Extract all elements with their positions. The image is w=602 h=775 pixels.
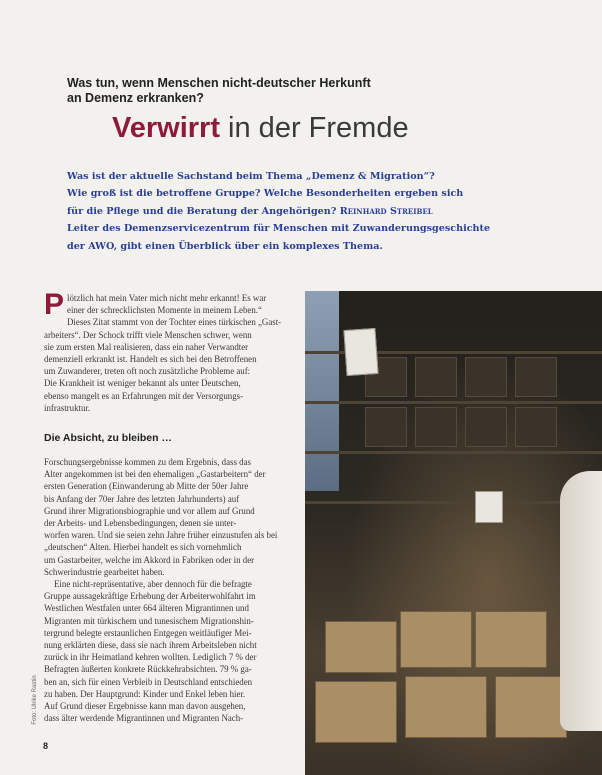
text-line: Gruppe aussagekräftige Erhebung der Arbeiterwohlfahrt im — [44, 591, 256, 602]
text-line: sie zum ersten Mal realisieren, dass ein naher Verwandter — [44, 341, 249, 352]
text-line: ben an, sich für einen Verbleib in Deutschland entschieden — [44, 676, 253, 687]
text-line: arbeiters“. Der Schock trifft viele Menschen schwer, wenn — [44, 329, 252, 340]
photo-window — [305, 291, 339, 491]
text-line: lötzlich hat mein Vater mich nicht mehr erkannt! Es war — [67, 293, 267, 303]
text-line: Auf Grund dieser Ergebnisse kann man davon ausgehen, — [44, 701, 246, 712]
photo-tray — [325, 621, 397, 673]
article-headline — [112, 110, 409, 146]
body-text — [44, 456, 294, 724]
photo-shelf-slot — [365, 407, 407, 447]
text-line: Die Krankheit ist weniger bekannt als unter Deutschen, — [44, 378, 241, 389]
lead-line-text: für die Pflege und die Beratung der Angehörigen? — [67, 205, 337, 217]
article-lead — [67, 168, 551, 255]
article-photo — [305, 291, 602, 775]
text-line: dass älter werdende Migrantinnen und Migranten Nach- — [44, 713, 244, 724]
photo-tray — [475, 611, 547, 668]
intro-paragraph — [44, 288, 294, 414]
photo-sign — [343, 328, 378, 376]
text-line: Dieses Zitat stammt von der Tochter eines türkischen „Gast- — [67, 317, 282, 328]
photo-credit — [30, 665, 40, 735]
photo-shelf-slot — [415, 407, 457, 447]
text-line: einer der schrecklichsten Momente in meinem Leben.“ — [67, 305, 262, 316]
author-name: Reinhard Streibel — [339, 205, 433, 217]
text-line: um Gastarbeiter, welche im Akkord in Fabriken oder in der — [44, 554, 255, 565]
photo-tray — [315, 681, 397, 743]
lead-line: Leiter des Demenzservicezentrum für Menschen mit Zuwanderungsgeschichte — [67, 223, 491, 235]
lead-line — [67, 203, 551, 220]
photo-shelf — [305, 451, 602, 454]
article-kicker — [67, 76, 427, 106]
text-line: tergrund belegte erstaunlichen Entgegen weitläufiger Mei- — [44, 627, 252, 638]
kicker-line-1: Was tun, wenn Menschen nicht-deutscher Herkunft — [67, 76, 371, 90]
photo-tray — [495, 676, 567, 738]
headline-rest: in der Fremde — [220, 112, 409, 144]
photo-shelf-slot — [465, 357, 507, 397]
text-line: Westlichen Westfalen unter 664 älteren Migrantinnen und — [44, 603, 249, 614]
text-line: „deutschen“ Alten. Hierbei handelt es sich vornehmlich — [44, 542, 242, 553]
text-line: Grund ihrer Migrationsbiographie und vor allem auf Grund — [44, 505, 255, 516]
text-line: demenziell erkrankt ist. Handelt es sich bei den Betroffenen — [44, 354, 257, 365]
photo-shelf — [305, 501, 602, 504]
text-line: der Arbeits- und Lebensbedingungen, denen sie unter- — [44, 518, 237, 529]
drop-cap: P — [44, 288, 65, 321]
lead-line: der AWO, gibt einen Überblick über ein komplexes Thema. — [67, 240, 383, 252]
text-line: infrastruktur. — [44, 402, 91, 413]
photo-credit-text: Foto: Ulrike Rastin — [32, 675, 38, 725]
text-line: Alter angekommen ist bei den ehemaligen „Gastarbeitern“ der — [44, 469, 266, 480]
photo-tray — [400, 611, 472, 668]
kicker-line-2: an Demenz erkranken? — [67, 91, 204, 105]
text-line: worfen waren. Und sie seien zehn Jahre früher einzustufen als bei — [44, 530, 278, 541]
text-line: Eine nicht-repräsentative, aber dennoch für die befragte — [54, 579, 252, 590]
text-line: Forschungsergebnisse kommen zu dem Ergebnis, dass das — [44, 457, 251, 467]
lead-line: Wie groß ist die betroffene Gruppe? Welche Besonderheiten ergeben sich — [67, 188, 464, 200]
text-line: ebenso mangelt es an Erfahrungen mit der Versorgungs- — [44, 390, 244, 401]
text-line: Befragten äußerten konkrete Rückkehrabsichten. 79 % ga- — [44, 664, 252, 675]
text-line: nung erklärten diese, dass sie nach ihrem Arbeitsleben nicht — [44, 640, 257, 651]
text-line: Migranten mit türkischem und tunesischem Migrationshin- — [44, 615, 254, 626]
photo-shelf-slot — [415, 357, 457, 397]
text-line: um Zuwanderer, treten oft noch zusätzliche Probleme auf: — [44, 366, 251, 377]
photo-person — [560, 471, 602, 731]
photo-shelf — [305, 401, 602, 404]
text-line: Schwerindustrie gearbeitet haben. — [44, 566, 165, 577]
text-line: bis Anfang der 70er Jahre des letzten Jahrhunderts) auf — [44, 493, 240, 504]
text-line: zurück in ihr Heimatland kehren wollten. Lediglich 7 % der — [44, 652, 257, 663]
section-subheading: Die Absicht, zu bleiben … — [44, 432, 172, 444]
page-number: 8 — [43, 741, 49, 751]
text-line: zu haben. Der Hauptgrund: Kinder und Enkel leben hier. — [44, 688, 246, 699]
photo-tray — [405, 676, 487, 738]
photo-sign — [475, 491, 503, 523]
photo-shelf-slot — [515, 357, 557, 397]
text-line: ersten Generation (Einwanderung ab Mitte der 50er Jahre — [44, 481, 249, 492]
photo-shelf-slot — [515, 407, 557, 447]
headline-accent: Verwirrt — [112, 112, 220, 144]
lead-line: Was ist der aktuelle Sachstand beim Thema „Demenz & Migration“? — [67, 171, 435, 182]
photo-shelf-slot — [465, 407, 507, 447]
